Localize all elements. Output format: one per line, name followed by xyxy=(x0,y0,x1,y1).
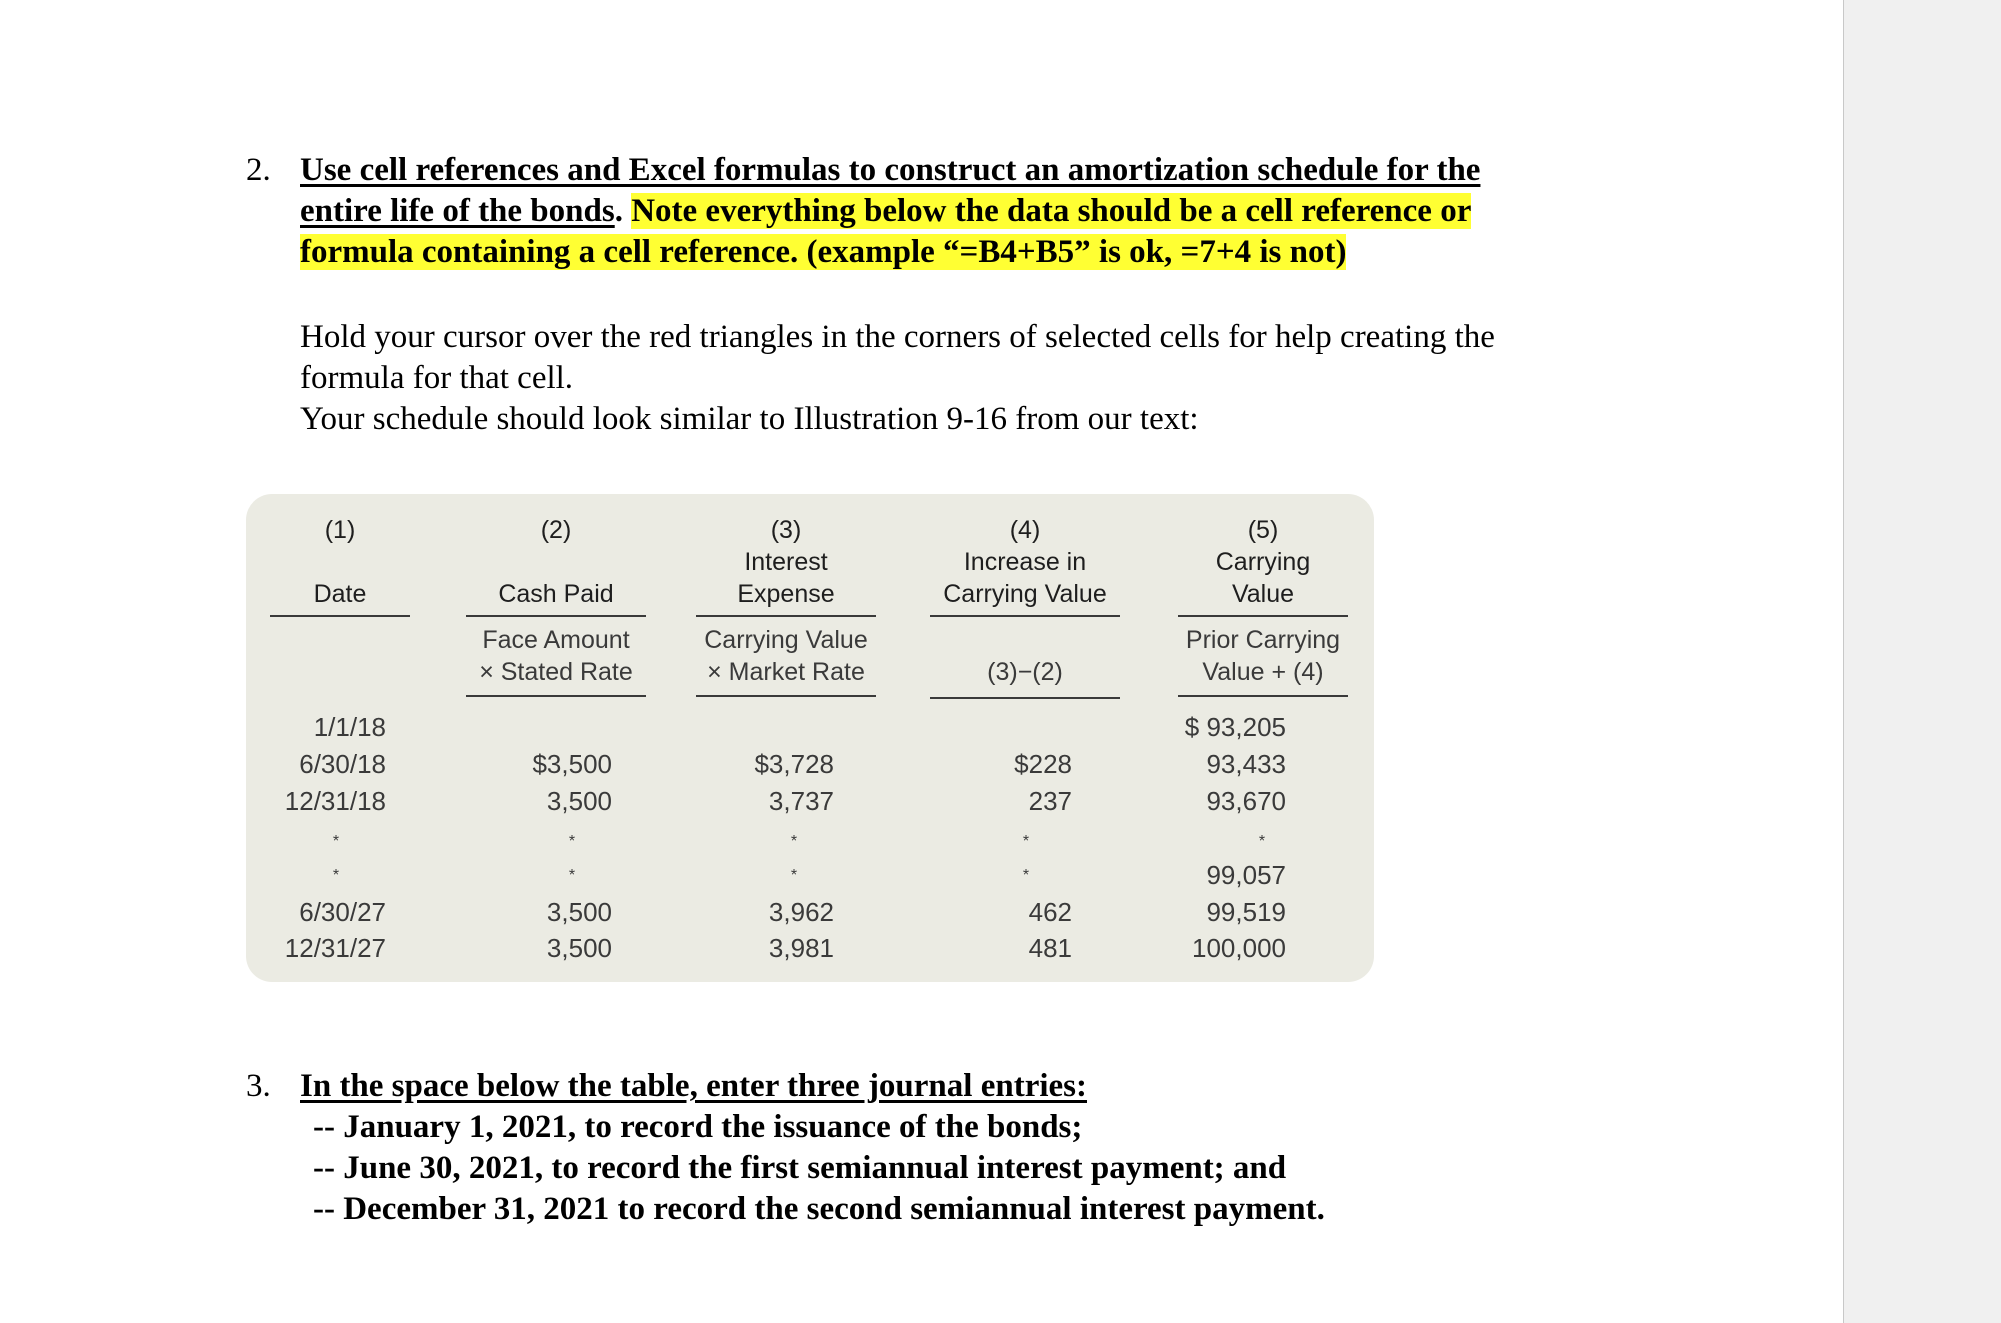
item-2-line2-underlined: entire life of the bonds xyxy=(300,193,615,229)
col-2-sub-rule xyxy=(466,695,646,697)
col-4-sub-2: (3)−(2) xyxy=(987,658,1063,686)
table-cell-date: 6/30/18 xyxy=(299,749,386,779)
col-3-label-1: Interest xyxy=(744,548,828,576)
table-cell-increase: * xyxy=(1022,833,1030,850)
table-cell-cash: $3,500 xyxy=(532,749,612,779)
col-5-sub-rule xyxy=(1178,695,1348,697)
item-3-title: In the space below the table, enter three journal entries: xyxy=(300,1068,1087,1104)
col-3-label-2: Expense xyxy=(737,580,835,608)
col-4-label-2: Carrying Value xyxy=(943,580,1107,608)
col-1-rule xyxy=(270,615,410,617)
table-cell-cash: 3,500 xyxy=(546,786,612,816)
table-cell-date: 12/31/27 xyxy=(284,933,386,963)
table-cell-carrying: 100,000 xyxy=(1192,933,1286,963)
item-2-number: 2. xyxy=(246,152,271,188)
journal-entry-2: -- June 30, 2021, to record the first semiannual interest payment; and xyxy=(313,1150,1287,1186)
col-2-sub-2: × Stated Rate xyxy=(479,658,633,686)
table-cell-increase: * xyxy=(1022,867,1030,884)
table-cell-cash: 3,500 xyxy=(546,897,612,927)
item-2-line1: Use cell references and Excel formulas to construct an amortization schedule for the xyxy=(300,152,1481,188)
col-3-sub-2: × Market Rate xyxy=(707,658,865,686)
item-2-highlight-line2: Note everything below the data should be a cell reference or xyxy=(631,193,1472,229)
journal-entry-3: -- December 31, 2021 to record the second semiannual interest payment. xyxy=(313,1191,1325,1227)
instructions-line1: Hold your cursor over the red triangles in the corners of selected cells for help creating the xyxy=(300,319,1495,355)
table-cell-increase: 237 xyxy=(1028,786,1072,816)
col-4-rule xyxy=(930,615,1120,617)
table-cell-increase: $228 xyxy=(1014,749,1072,779)
table-cell-interest: 3,962 xyxy=(768,897,834,927)
table-cell-carrying: 99,519 xyxy=(1206,897,1286,927)
table-cell-interest: * xyxy=(790,833,798,850)
col-3-number: (3) xyxy=(770,516,802,544)
col-3-rule xyxy=(696,615,876,617)
table-cell-increase: 462 xyxy=(1028,897,1072,927)
table-cell-interest: * xyxy=(790,867,798,884)
instructions-line2: formula for that cell. xyxy=(300,360,574,396)
col-2-rule xyxy=(466,615,646,617)
col-5-sub-2: Value + (4) xyxy=(1202,658,1324,686)
table-cell-interest: 3,981 xyxy=(768,933,834,963)
table-cell-cash: * xyxy=(568,833,576,850)
col-1-label-2: Date xyxy=(313,580,367,608)
col-2-sub-1: Face Amount xyxy=(482,626,630,654)
table-cell-date: 1/1/18 xyxy=(313,712,386,742)
table-cell-date: 6/30/27 xyxy=(299,897,386,927)
table-cell-carrying: 93,670 xyxy=(1206,786,1286,816)
table-cell-interest: $3,728 xyxy=(754,749,834,779)
col-5-sub-1: Prior Carrying xyxy=(1185,626,1341,654)
col-4-label-1: Increase in xyxy=(963,548,1087,576)
journal-entries-list xyxy=(313,1107,1325,1230)
col-3-sub-rule xyxy=(696,695,876,697)
table-cell-date: * xyxy=(332,833,340,850)
item-3-number: 3. xyxy=(246,1068,271,1104)
col-5-label-2: Value xyxy=(1231,580,1295,608)
journal-entry-1: -- January 1, 2021, to record the issuance of the bonds; xyxy=(313,1109,1083,1145)
table-cell-increase: 481 xyxy=(1028,933,1072,963)
table-cell-cash: 3,500 xyxy=(546,933,612,963)
side-pane xyxy=(1843,0,2001,1323)
item-2-line2-period: . xyxy=(614,193,623,229)
instructions-line3: Your schedule should look similar to Illustration 9-16 from our text: xyxy=(300,401,1199,437)
col-5-label-1: Carrying xyxy=(1215,548,1311,576)
instructions xyxy=(300,317,1495,440)
item-2-highlight-line3: formula containing a cell reference. (example “=B4+B5” is ok, =7+4 is not) xyxy=(300,234,1347,270)
table-cell-carrying: 93,433 xyxy=(1206,749,1286,779)
col-4-sub-rule xyxy=(930,697,1120,699)
table-cell-date: * xyxy=(332,867,340,884)
table-cell-date: 12/31/18 xyxy=(284,786,386,816)
table-cell-cash: * xyxy=(568,867,576,884)
col-1-number: (1) xyxy=(324,516,356,544)
table-cell-carrying: 99,057 xyxy=(1206,860,1286,890)
col-2-label-2: Cash Paid xyxy=(498,580,614,608)
item-2-body xyxy=(300,150,1480,273)
col-4-number: (4) xyxy=(1009,516,1041,544)
col-5-number: (5) xyxy=(1247,516,1279,544)
table-cell-carrying: * xyxy=(1258,833,1266,850)
table-cell-interest: 3,737 xyxy=(768,786,834,816)
col-3-sub-1: Carrying Value xyxy=(704,626,868,654)
col-5-rule xyxy=(1178,615,1348,617)
table-cell-carrying: $ 93,205 xyxy=(1184,712,1286,742)
amortization-illustration xyxy=(246,494,1374,982)
item-3-title-wrap xyxy=(300,1066,1087,1107)
col-2-number: (2) xyxy=(540,516,572,544)
